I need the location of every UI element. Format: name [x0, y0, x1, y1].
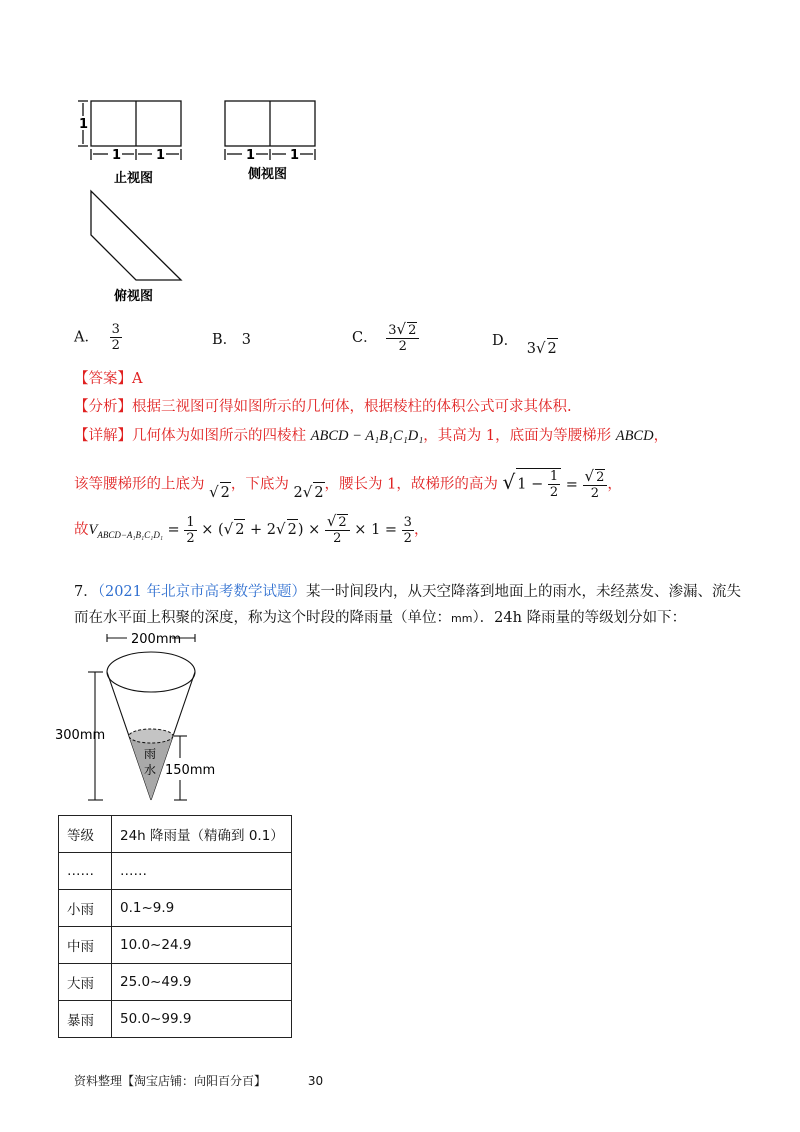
detail-text-2d: ， — [607, 476, 622, 493]
front-dim-w1: 1 — [112, 148, 122, 163]
table-cell: 50.0~99.9 — [112, 1001, 292, 1038]
answer-value: A — [132, 371, 143, 387]
answer-tag: 【答案】 — [74, 371, 132, 387]
detail-text-3b: ， — [413, 522, 429, 538]
front-dim-h: 1 — [79, 117, 89, 132]
water-dimension-label: 150mm — [165, 763, 216, 778]
table-header-row — [59, 816, 292, 853]
three-view-figure — [70, 92, 330, 307]
table-cell: 25.0~49.9 — [112, 964, 292, 1001]
rain-gauge-figure — [55, 628, 225, 803]
table-row — [59, 927, 292, 964]
rainfall-grade-table — [58, 815, 292, 1038]
table-row — [59, 964, 292, 1001]
q7-unit: mm — [451, 612, 473, 625]
q7-line-2 — [74, 608, 686, 629]
q7-number: 7． — [74, 584, 98, 600]
table-row — [59, 1001, 292, 1038]
front-view — [78, 101, 181, 160]
detail-text-2b: ，下底为 — [230, 476, 289, 493]
option-a-label: A． — [74, 329, 99, 346]
table-cell: 暴雨 — [59, 1001, 112, 1038]
table-header-cell: 等级 — [59, 816, 112, 853]
option-c — [352, 322, 419, 354]
page-footer — [74, 1072, 323, 1089]
option-a-fraction: $\frac{3}{2}$ — [111, 322, 120, 353]
front-dim-w2: 1 — [156, 148, 166, 163]
water-label-1: 雨 — [144, 747, 157, 761]
volume-formula: $V_{ABCD-A_1B_1C_1D_1}$ = $\frac{1}{2}$ × (√ 2 + 2√ 2) × $\frac{√ 2}{2}$ × 1 = $\frac{3}{2}$ — [88, 512, 412, 546]
q7-source: （2021 年北京市高考数学试题） — [97, 584, 306, 600]
top-dimension-label: 200mm — [131, 632, 182, 647]
height-formula: √ 1 − $\frac{1}{2}$ = $\frac{√ 2}{2}$ — [503, 477, 608, 493]
answer-line — [74, 369, 142, 389]
table-cell: 10.0~24.9 — [112, 927, 292, 964]
q7-text-1: 某一时间段内，从天空降落到地面上的雨水，未经蒸发、渗漏、流失 — [306, 584, 741, 600]
detail-text-3a: 故 — [74, 522, 89, 538]
table-cell: 0.1~9.9 — [112, 890, 292, 927]
water-label-2: 水 — [144, 763, 157, 777]
lower-base-value: 2√ 2 — [293, 482, 324, 501]
front-caption: 止视图 — [114, 171, 154, 186]
option-d: D． 3√ 2 — [492, 333, 557, 357]
detail-line-3 — [74, 514, 428, 546]
detail-line-1 — [74, 426, 668, 446]
footer-text: 资料整理【淘宝店铺：向阳百分百】 — [74, 1074, 267, 1088]
top-view — [91, 191, 181, 280]
side-caption: 侧视图 — [248, 167, 288, 182]
q7-text-2b: ）．24h 降雨量的等级划分如下： — [472, 610, 687, 626]
analysis-line — [74, 397, 572, 417]
prism-name: ABCD − A₁B₁C₁D₁ — [310, 428, 424, 444]
detail-text-1a: 几何体为如图所示的四棱柱 — [132, 428, 306, 444]
option-b-label: B． — [212, 332, 238, 348]
table-row — [59, 853, 292, 890]
option-d-label: D． — [492, 333, 519, 349]
page-number: 30 — [307, 1074, 324, 1088]
base-name: ABCD — [615, 428, 654, 444]
detail-line-2 — [74, 468, 622, 501]
analysis-tag: 【分析】 — [74, 399, 132, 415]
option-c-label: C． — [352, 330, 378, 346]
q7-text-2a: 而在水平面上积聚的深度，称为这个时段的降雨量（单位： — [74, 610, 451, 626]
table-cell: …… — [59, 853, 112, 890]
option-a — [74, 322, 122, 353]
side-view — [225, 101, 315, 160]
detail-text-1b: ，其高为 1，底面为等腰梯形 — [423, 428, 612, 444]
detail-text-2c: ，腰长为 1，故梯形的高为 — [324, 476, 498, 493]
top-caption: 俯视图 — [114, 289, 154, 304]
option-b — [212, 330, 251, 350]
table-cell: …… — [112, 853, 292, 890]
side-dim-w2: 1 — [290, 148, 300, 163]
side-dim-w1: 1 — [246, 148, 256, 163]
table-row — [59, 890, 292, 927]
table-cell: 大雨 — [59, 964, 112, 1001]
q7-line-1 — [74, 582, 741, 602]
table-cell: 小雨 — [59, 890, 112, 927]
detail-text-1c: ， — [653, 428, 669, 444]
table-cell: 中雨 — [59, 927, 112, 964]
detail-text-2a: 该等腰梯形的上底为 — [74, 476, 205, 493]
upper-base-value: √ 2 — [209, 482, 230, 501]
table-header-cell: 24h 降雨量（精确到 0.1） — [112, 816, 292, 853]
analysis-text: 根据三视图可得如图所示的几何体，根据棱柱的体积公式可求其体积. — [132, 399, 572, 415]
height-dimension-label: 300mm — [55, 728, 106, 743]
option-b-value: 3 — [241, 332, 251, 348]
detail-tag: 【详解】 — [74, 428, 132, 444]
option-c-fraction: $\frac{3√ 2}{2}$ — [386, 322, 419, 354]
